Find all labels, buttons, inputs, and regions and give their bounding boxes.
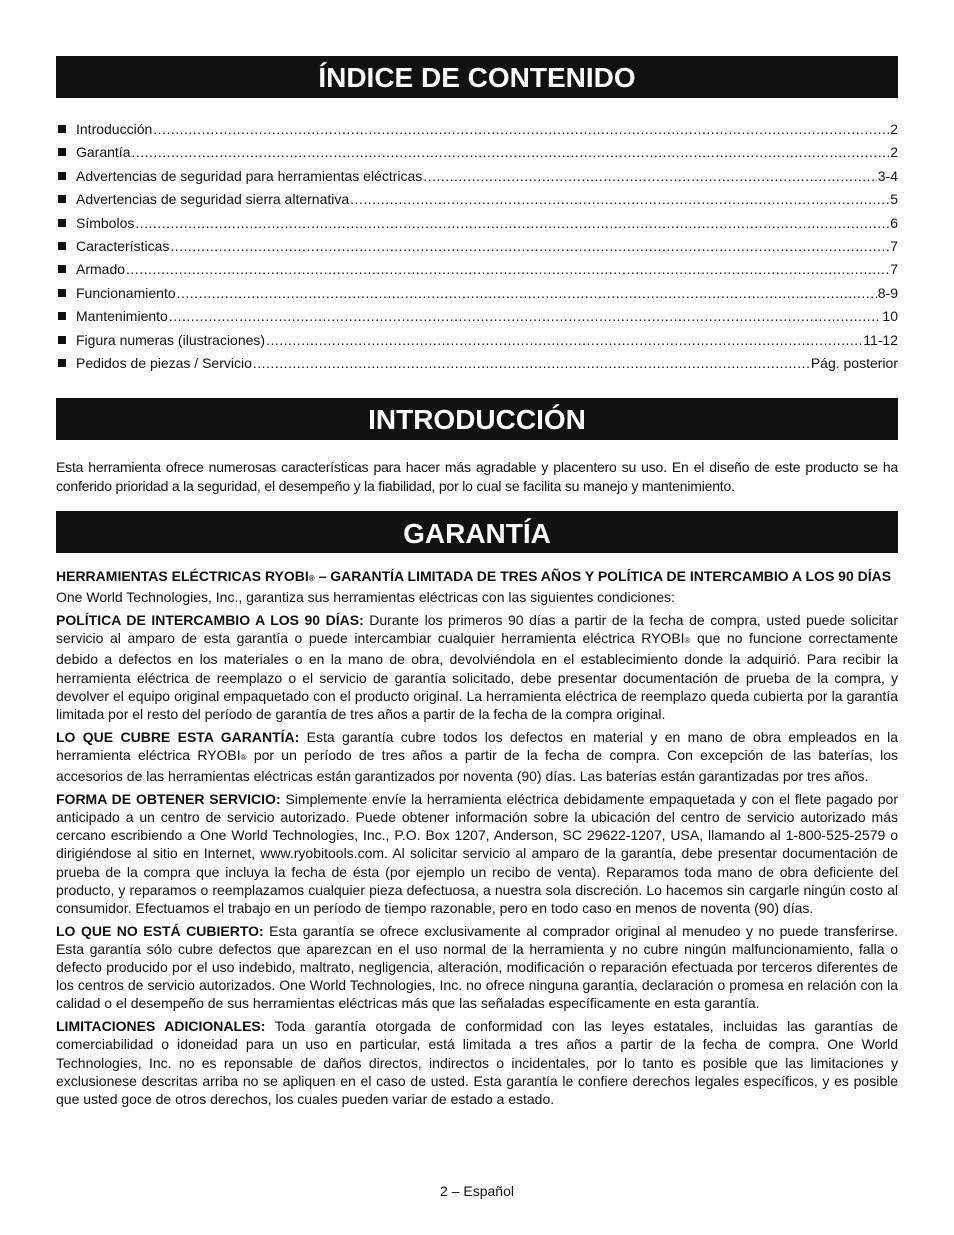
square-bullet-icon: [58, 242, 66, 250]
toc-item-label: Mantenimiento: [76, 308, 168, 325]
toc-item: [58, 191, 898, 214]
square-bullet-icon: [58, 125, 66, 133]
warranty-heading: [56, 567, 898, 588]
toc-item-label: Advertencias de seguridad para herramientas eléctricas: [76, 167, 423, 184]
service-label: FORMA DE OBTENER SERVICIO:: [56, 790, 281, 807]
square-bullet-icon: [58, 265, 66, 273]
toc-leader: [177, 285, 877, 301]
registered-mark: ®: [684, 636, 691, 646]
registered-mark: ®: [308, 574, 315, 583]
toc-item-label: Figura numeras (ilustraciones): [76, 331, 266, 348]
toc-item-page: 7: [890, 237, 898, 254]
square-bullet-icon: [58, 148, 66, 156]
not-covered-label: LO QUE NO ESTÁ CUBIERTO:: [56, 922, 264, 939]
warranty-title: GARANTÍA: [56, 511, 898, 553]
intro-title: INTRODUCCIÓN: [56, 398, 898, 440]
covers-text-b: por un período de tres años a partir de la fecha de compra. Con excepción de las baterías, los accesorios de las herramientas eléctricas están garantizados por noventa (90) días. Las baterías están garantizadas por tres años.: [56, 746, 898, 785]
toc-leader: [170, 238, 889, 254]
intro-paragraph: Esta herramienta ofrece numerosas características para hacer más agradable y placentero su uso. En el diseño de este producto se ha conferido prioridad a la seguridad, el desempeño y la fiabilidad, por lo cual se facilita su manejo y mantenimiento.: [56, 459, 898, 494]
toc-item-label: Introducción: [76, 121, 153, 137]
toc-item: [58, 332, 898, 355]
toc-leader: [423, 168, 876, 184]
square-bullet-icon: [58, 336, 66, 344]
toc-item: [58, 261, 898, 284]
toc-leader: [350, 191, 889, 207]
warranty-heading-rest: – GARANTÍA LIMITADA DE TRES AÑOS Y POLÍTICA DE INTERCAMBIO A LOS 90 DÍAS: [314, 568, 892, 584]
toc-leader: [153, 121, 889, 137]
toc-item: [58, 285, 898, 308]
toc-leader: [126, 261, 889, 277]
square-bullet-icon: [58, 172, 66, 180]
exchange-policy: [56, 611, 898, 723]
toc-item-label: Funcionamiento: [76, 284, 176, 301]
square-bullet-icon: [58, 312, 66, 320]
toc-item-page: 3-4: [877, 167, 898, 184]
toc-item: [58, 168, 898, 191]
not-covered-text: Esta garantía se ofrece exclusivamente al comprador original al menudeo y no puede transferirse. Esta garantía sólo cubre defectos que aparezcan en el uso normal de la herramienta y no cubre ningún malfuncionamiento, falla o defecto producido por el uso indebido, maltrato, negligencia, alteración, modificación o reparación efectuada por terceros diferentes de los centros de servicio autorizados. One World Technologies, Inc. no ofrece ninguna garantía, declaración o promesa en relación con la calidad o el desempeño de sus herramientas eléctricas más que las señaladas específicamente en esta garantía.: [56, 922, 898, 1012]
toc-title: ÍNDICE DE CONTENIDO: [56, 56, 898, 98]
toc-item-page: 2: [890, 144, 898, 161]
toc-item: [58, 121, 898, 144]
additional-limitations: [56, 1017, 898, 1108]
toc-item-page: Pág. posterior: [810, 354, 898, 371]
exchange-text-b: que no funcione correctamente debido a defectos en los materiales o en la mano de obra, devolviéndola en el establecimiento donde la adquirió. Para recibir la herramienta eléctrica de reemplazo o el servicio de garantía solicitado, debe presentar documentación de prueba de la compra, y devolver el equipo original empaquetado con el producto original. La herramienta eléctrica de reemplazo queda cubierta por la garantía limitada por el resto del período de garantía de tres años a partir de la fecha de la compra original.: [56, 630, 898, 722]
toc-item-label: Símbolos: [76, 214, 135, 231]
toc-leader: [253, 355, 810, 371]
toc-item-label: Garantía: [76, 144, 131, 161]
coverage: [56, 728, 898, 786]
service-text: Simplemente envíe la herramienta eléctrica debidamente empaquetada y con el flete pagado por anticipado a un centro de servicio autorizado. Puede obtener información sobre la ubicación del centro de servicio autorizado más cercano escribiendo a One World Technologies, Inc., P.O. Box 1207, Anderson, SC 29622-1207, USA, llamando al 1-800-525-2579 o dirigiéndose al sitio en Internet, www.ryobitools.com. Al solicitar servicio al amparo de la garantía, debe presentar documentación de prueba de la compra que incluya la fecha de ésta (por ejemplo un recibo de venta). Reparamos toda mano de obra deficiente del producto, y reparamos o reemplazamos cualquier pieza defectuosa, a nuestra sola discreción. Lo hacemos sin cargarle ningún costo al consumidor. Efectuamos el trabajo en un período de tiempo razonable, pero en todo caso en menos de noventa (90) días.: [56, 790, 898, 916]
warranty-section: [56, 567, 898, 1113]
table-of-contents: [58, 121, 898, 378]
toc-item-label: Pedidos de piezas / Servicio: [76, 354, 252, 371]
toc-item: [58, 215, 898, 238]
toc-item-page: 6: [890, 214, 898, 231]
toc-item: [58, 238, 898, 261]
square-bullet-icon: [58, 195, 66, 203]
square-bullet-icon: [58, 219, 66, 227]
toc-leader: [131, 144, 889, 160]
toc-item-label: Características: [76, 237, 170, 254]
toc-item-page: 5: [890, 191, 898, 208]
limits-text: Toda garantía otorgada de conformidad con las leyes estatales, incluidas las garantías de comerciabilidad o idoneidad para un uso en particular, está limitada a tres años a partir de la fecha de compra. One World Technologies, Inc. no es reponsable de daños directos, indirectos o incidentales, por lo tanto es posible que las limitaciones y exclusionese descritas arriba no se apliquen en el caso de usted. Esta garantía le confiere derechos legales específicos, y es posible que usted goce de otros derechos, los cuales pueden variar de estado a estado.: [56, 1018, 898, 1107]
square-bullet-icon: [58, 289, 66, 297]
toc-item-label: Advertencias de seguridad sierra alternativa: [76, 191, 350, 208]
square-bullet-icon: [58, 359, 66, 367]
exchange-text-a: Durante los primeros 90 días a partir de la fecha de compra, usted puede solicitar servicio al amparo de esta garantía o puede intercambiar cualquier herramienta eléctrica RYOBI: [56, 611, 899, 647]
obtain-service: [56, 790, 898, 917]
not-covered: [56, 922, 898, 1013]
toc-leader: [266, 332, 862, 348]
covers-label: LO QUE CUBRE ESTA GARANTÍA:: [56, 728, 300, 745]
exchange-label: POLÍTICA DE INTERCAMBIO A LOS 90 DÍAS:: [56, 611, 364, 628]
toc-item-label: Armado: [76, 261, 126, 278]
warranty-lead: One World Technologies, Inc., garantiza sus herramientas eléctricas con las siguientes condiciones:: [56, 589, 675, 606]
toc-item: [58, 355, 898, 378]
registered-mark: ®: [240, 752, 247, 762]
toc-item-page: 10: [882, 308, 898, 325]
toc-item-page: 8-9: [877, 284, 898, 301]
toc-leader: [135, 215, 889, 231]
toc-item-page: 11-12: [863, 331, 898, 348]
toc-item: [58, 308, 898, 331]
warranty-heading-brand: HERRAMIENTAS ELÉCTRICAS RYOBI: [56, 568, 309, 584]
page-footer: 2 – Español: [440, 1183, 514, 1199]
toc-item-page: 2: [890, 121, 898, 137]
toc-leader: [169, 308, 882, 324]
limits-label: LIMITACIONES ADICIONALES:: [56, 1018, 266, 1035]
covers-text-a: Esta garantía cubre todos los defectos en material y en mano de obra empleados en la herramienta eléctrica RYOBI: [56, 728, 898, 763]
toc-item-page: 7: [890, 261, 898, 278]
toc-item: [58, 144, 898, 167]
